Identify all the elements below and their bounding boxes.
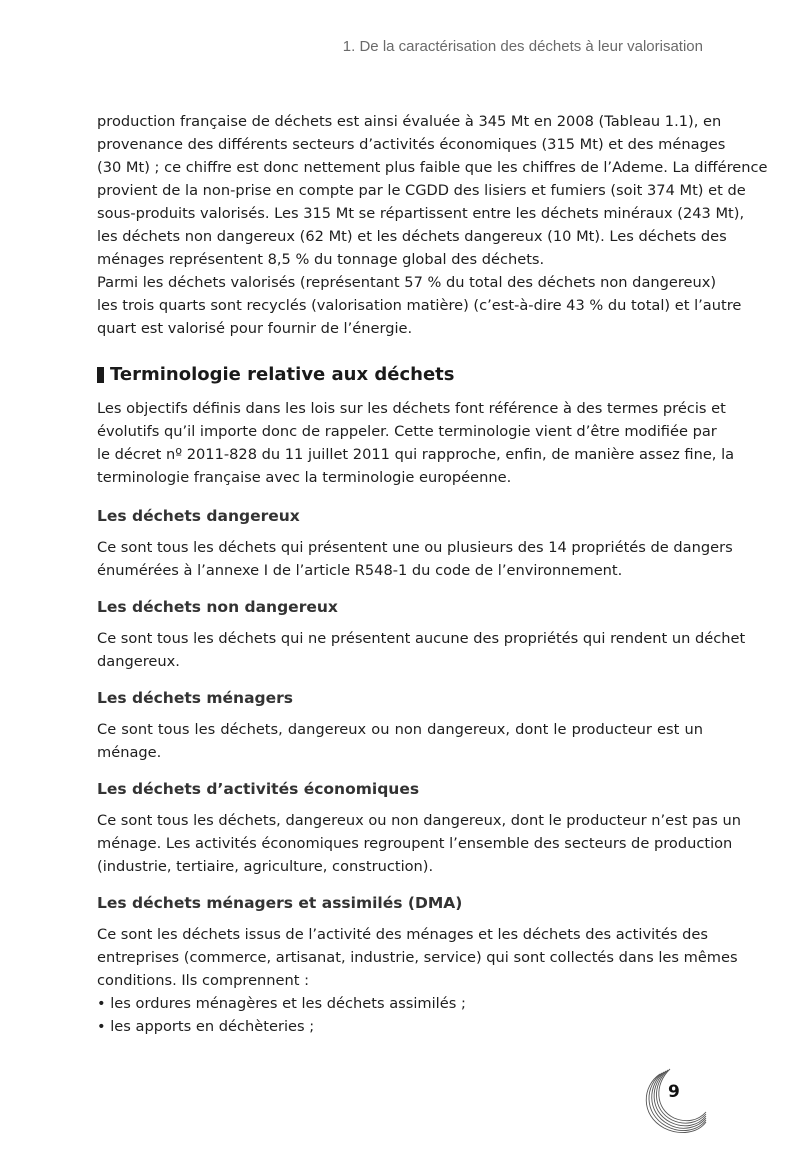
- text-line: production française de déchets est ainsi évaluée à 345 Mt en 2008 (Tableau 1.1), en: [97, 113, 722, 130]
- definition-text: [97, 923, 738, 1038]
- text-line: quart est valorisé pour fournir de l’énergie.: [97, 320, 413, 337]
- subheading: Les déchets ménagers: [97, 689, 294, 707]
- text-line: sous-produits valorisés. Les 315 Mt se répartissent entre les déchets minéraux (243 Mt),: [97, 205, 745, 222]
- text-line: terminologie française avec la terminologie européenne.: [97, 469, 512, 486]
- bullet-item: • les apports en déchèteries ;: [97, 1018, 315, 1035]
- text-line: provient de la non-prise en compte par le CGDD des lisiers et fumiers (soit 374 Mt) et de: [97, 182, 746, 199]
- text-line: les trois quarts sont recyclés (valorisation matière) (c’est-à-dire 43 % du total) et l’autre: [97, 297, 742, 314]
- text-line: Ce sont tous les déchets qui présentent une ou plusieurs des 14 propriétés de dangers: [97, 539, 733, 556]
- section-title: Terminologie relative aux déchets: [110, 364, 455, 385]
- text-line: conditions. Ils comprennent :: [97, 972, 310, 989]
- section-heading: [97, 363, 703, 387]
- text-line: Ce sont les déchets issus de l’activité des ménages et les déchets des activités des: [97, 926, 708, 943]
- text-line: Ce sont tous les déchets, dangereux ou non dangereux, dont le producteur est un: [97, 721, 703, 738]
- text-line: Ce sont tous les déchets, dangereux ou non dangereux, dont le producteur n’est pas un: [97, 812, 741, 829]
- text-line: Les objectifs définis dans les lois sur les déchets font référence à des termes précis et: [97, 400, 726, 417]
- text-line: entreprises (commerce, artisanat, industrie, service) qui sont collectés dans les mêmes: [97, 949, 738, 966]
- definition-text: [97, 627, 746, 673]
- paragraph-terminology: [97, 397, 735, 489]
- text-line: énumérées à l’annexe I de l’article R548-1 du code de l’environnement.: [97, 562, 623, 579]
- paragraph-production: [97, 110, 768, 271]
- bullet-item: • les ordures ménagères et les déchets assimilés ;: [97, 995, 466, 1012]
- subheading: Les déchets non dangereux: [97, 598, 338, 616]
- heading-bar-icon: [97, 367, 104, 383]
- text-line: ménages représentent 8,5 % du tonnage global des déchets.: [97, 251, 545, 268]
- text-line: Parmi les déchets valorisés (représentant 57 % du total des déchets non dangereux): [97, 274, 717, 291]
- text-line: dangereux.: [97, 653, 180, 670]
- text-line: provenance des différents secteurs d’activités économiques (315 Mt) et des ménages: [97, 136, 726, 153]
- page-number: 9: [668, 1082, 680, 1102]
- paragraph-valorisation: [97, 271, 742, 340]
- subheading: Les déchets d’activités économiques: [97, 780, 420, 798]
- definition-text: [97, 536, 733, 582]
- subheading: Les déchets dangereux: [97, 507, 300, 525]
- definition-text: [97, 718, 703, 764]
- text-line: ménage.: [97, 744, 162, 761]
- text-line: ménage. Les activités économiques regroupent l’ensemble des secteurs de production: [97, 835, 733, 852]
- text-line: le décret nº 2011-828 du 11 juillet 2011 qui rapproche, enfin, de manière assez fine, la: [97, 446, 735, 463]
- text-line: (30 Mt) ; ce chiffre est donc nettement plus faible que les chiffres de l’Ademe. La différence: [97, 159, 768, 176]
- text-line: Ce sont tous les déchets qui ne présentent aucune des propriétés qui rendent un déchet: [97, 630, 746, 647]
- text-line: les déchets non dangereux (62 Mt) et les déchets dangereux (10 Mt). Les déchets des: [97, 228, 727, 245]
- text-line: évolutifs qu’il importe donc de rappeler. Cette terminologie vient d’être modifiée par: [97, 423, 717, 440]
- running-header: 1. De la caractérisation des déchets à leur valorisation: [342, 38, 703, 55]
- definition-text: [97, 809, 741, 878]
- text-line: (industrie, tertiaire, agriculture, construction).: [97, 858, 434, 875]
- subheading: Les déchets ménagers et assimilés (DMA): [97, 894, 463, 912]
